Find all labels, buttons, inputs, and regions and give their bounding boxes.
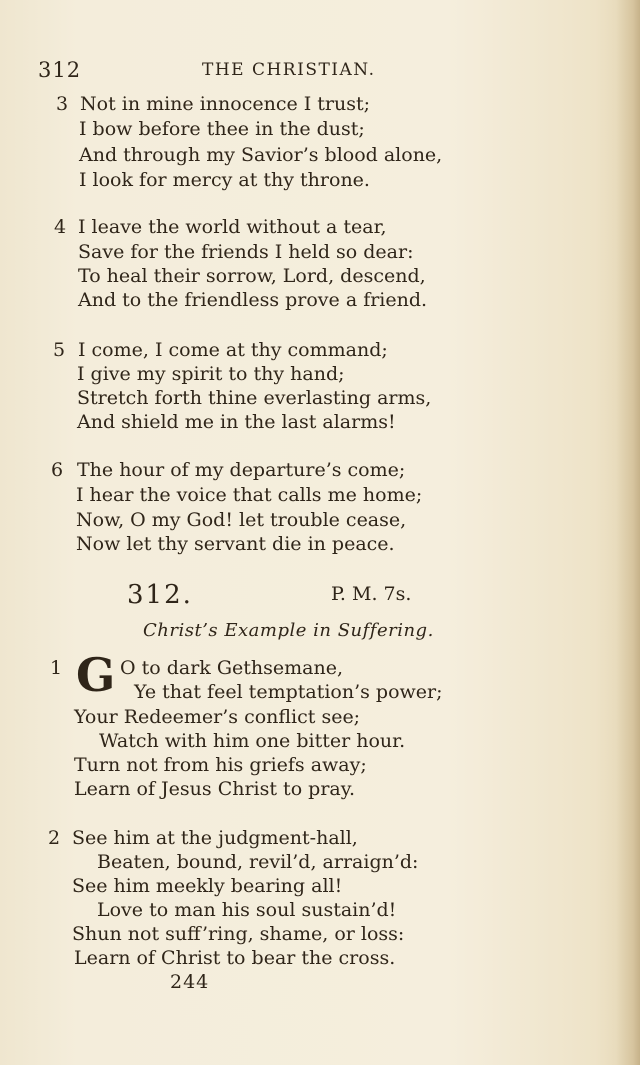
- hymn-meter: P. M. 7s.: [331, 583, 412, 605]
- verse-line: Turn not from his griefs away;: [74, 754, 367, 776]
- page-edge-shadow: [616, 0, 640, 1065]
- verse-line: O to dark Gethsemane,: [120, 657, 344, 679]
- verse-line: And through my Savior’s blood alone,: [79, 144, 443, 166]
- verse-line: Save for the friends I held so dear:: [78, 241, 414, 263]
- verse-line: See him at the judgment-hall,: [72, 827, 358, 849]
- verse-line: The hour of my departure’s come;: [77, 459, 406, 481]
- page-number: 312: [38, 58, 82, 82]
- verse-line: Ye that feel temptation’s power;: [134, 681, 443, 703]
- running-head: THE CHRISTIAN.: [202, 60, 376, 80]
- hymn-title: Christ’s Example in Suffering.: [143, 620, 434, 641]
- verse-line: Learn of Christ to bear the cross.: [74, 947, 396, 969]
- verse-line: Love to man his soul sustain’d!: [97, 899, 397, 921]
- stanza-number: 2: [48, 827, 61, 849]
- verse-line: I hear the voice that calls me home;: [76, 484, 423, 506]
- hymn-number: 312.: [127, 580, 193, 610]
- stanza-number: 1: [50, 657, 63, 679]
- verse-line: Now let thy servant die in peace.: [76, 533, 395, 555]
- verse-line: I bow before thee in the dust;: [79, 118, 365, 140]
- verse-line: I leave the world without a tear,: [78, 216, 387, 238]
- verse-line: See him meekly bearing all!: [72, 875, 343, 897]
- signature-page-number: 244: [170, 971, 210, 993]
- verse-line: Your Redeemer’s conflict see;: [74, 706, 361, 728]
- page-header: [34, 58, 414, 86]
- stanza-number: 5: [53, 339, 66, 361]
- stanza-number: 6: [51, 459, 64, 481]
- verse-line: Learn of Jesus Christ to pray.: [74, 778, 355, 800]
- stanza-number: 4: [54, 216, 67, 238]
- verse-line: Beaten, bound, revil’d, arraign’d:: [97, 851, 419, 873]
- verse-line: Now, O my God! let trouble cease,: [76, 509, 407, 531]
- verse-line: And shield me in the last alarms!: [77, 411, 396, 433]
- verse-line: I look for mercy at thy throne.: [79, 169, 370, 191]
- verse-line: And to the friendless prove a friend.: [78, 289, 428, 311]
- drop-cap: G: [76, 648, 116, 702]
- stanza-number: 3: [56, 93, 69, 115]
- verse-line: Stretch forth thine everlasting arms,: [77, 387, 432, 409]
- verse-line: Watch with him one bitter hour.: [99, 730, 406, 752]
- verse-line: Not in mine innocence I trust;: [80, 93, 371, 115]
- verse-line: I come, I come at thy command;: [78, 339, 388, 361]
- verse-line: To heal their sorrow, Lord, descend,: [78, 265, 426, 287]
- verse-line: I give my spirit to thy hand;: [77, 363, 345, 385]
- verse-line: Shun not suff’ring, shame, or loss:: [72, 923, 405, 945]
